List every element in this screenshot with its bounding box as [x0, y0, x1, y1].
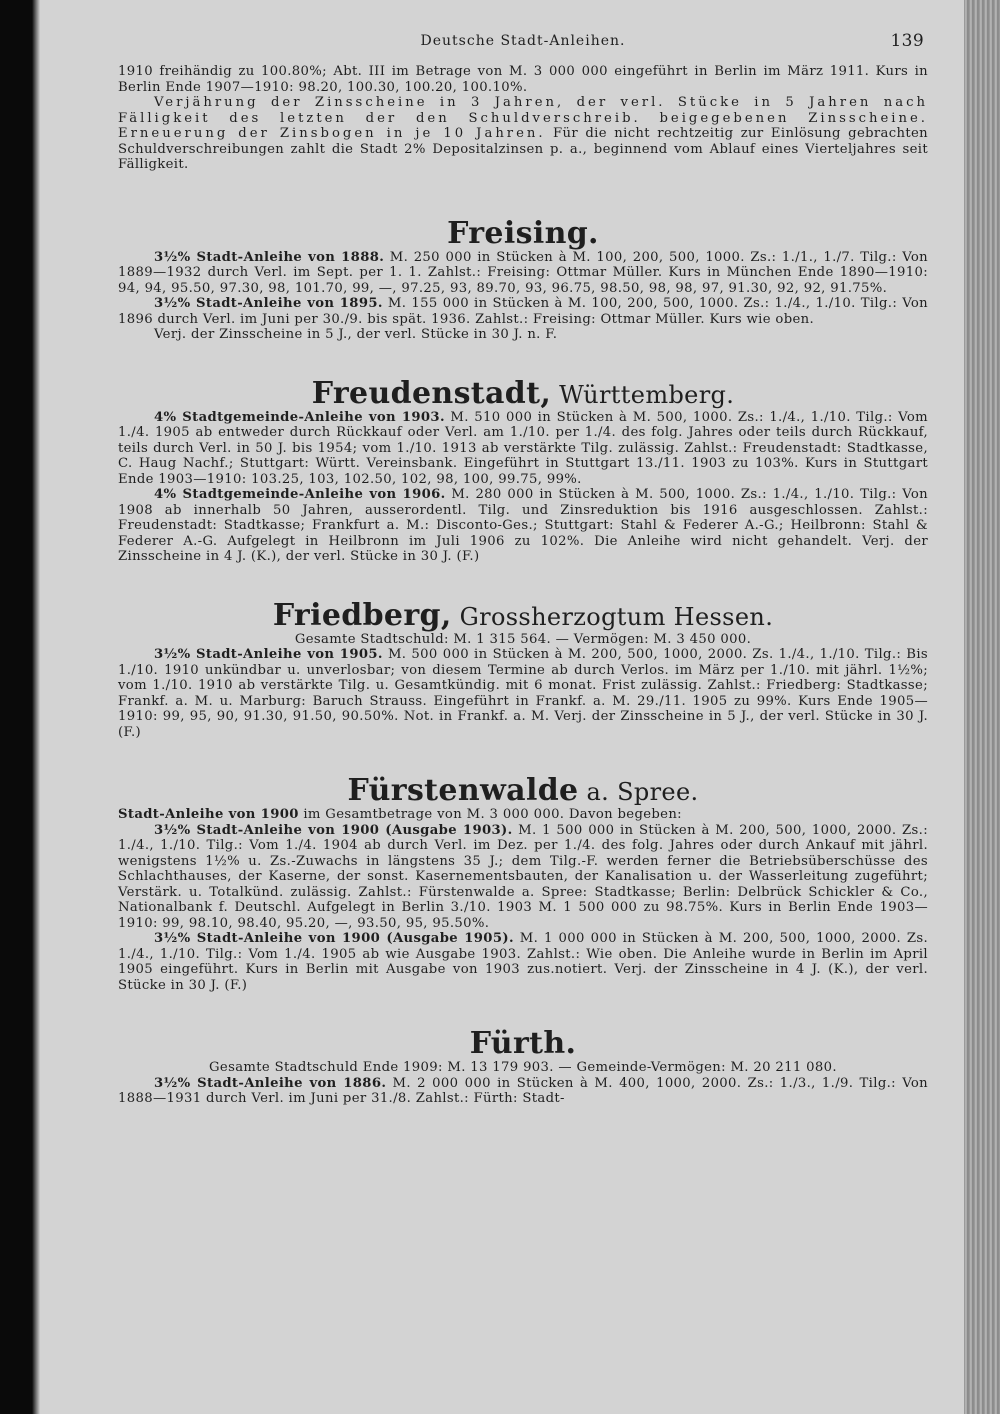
- section-freudenstadt: [118, 375, 928, 565]
- bond-details: M. 280 000 in Stücken à M. 500, 1000. Zs.: 1./4., 1./10. Tilg.: Von 1908 ab innerhalb 50 Jahren, ausserordentl. Tilg. und Zinsreduktion bis 1916 ausgeschlossen. Zahlst.: Freudenstadt: Stadtkasse; Frankfurt a. M.: Disconto-Ges.; Stuttgart: Stahl & Federer A.-G.; Heilbronn: Stahl & Federer A.-G. Aufgelegt in Heilbronn im Juli 1906 zu 102%. Die Anleihe wird nicht gehandelt. Verj. der Zinsscheine in 4 J. (K.), der verl. Stücke in 30 J. (F.): [118, 487, 928, 564]
- running-title: Deutsche Stadt-Anleihen.: [420, 33, 626, 49]
- bond-details: M. 250 000 in Stücken à M. 100, 200, 500, 1000. Zs.: 1./1., 1./7. Tilg.: Von 1889—1932 durch Verl. im Sept. per 1. 1. Zahlst.: Freising: Ottmar Müller. Kurs in München Ende 1890—1910: 94, 94, 95.50, 97.30, 98, 101.70, 99, —, 97.25, 93, 89.70, 93, 96.75, 98.50, 98, 98, 97, 91.30, 92, 92, 91.75%.: [118, 249, 928, 296]
- section-gap: [118, 993, 928, 1029]
- bond-entry: [118, 250, 928, 297]
- bond-title: 3½% Stadt-Anleihe von 1895.: [154, 296, 383, 311]
- city-name: Freudenstadt,: [311, 375, 552, 411]
- bond-details: M. 155 000 in Stücken à M. 100, 200, 500, 1000. Zs.: 1./4., 1./10. Tilg.: Von 1896 durch Verl. im Juni per 30./9. bis spät. 1936. Zahlst.: Freising: Ottmar Müller. Kurs wie oben.: [118, 296, 928, 327]
- bond-details: M. 500 000 in Stücken à M. 200, 500, 1000, 2000. Zs. 1./4., 1./10. Tilg.: Bis 1./10. 1910 unkündbar u. unverlosbar; von diesem Termine ab durch Verlos. im März per 1./10. mit jährl. 1½%; vom 1./10. 1910 ab verstärkte Tilg. u. Gesamtkündig. mit 6 monat. Frist zulässig. Zahlst.: Friedberg: Stadtkasse; Frankf. a. M. u. Marburg: Baruch Strauss. Eingeführt in Frankf. a. M. 29./11. 1905 zu 99%. Kurs Ende 1905—1910: 99, 95, 90, 91.30, 91.50, 90.50%. Not. in Frankf. a. M. Verj. der Zinsscheine in 5 J., der verl. Stücke in 30 J. (F.): [118, 647, 928, 740]
- bond-title: 3½% Stadt-Anleihe von 1900 (Ausgabe 1905).: [154, 931, 514, 946]
- city-region: Grossherzogtum Hessen.: [451, 602, 774, 631]
- limitation-note: [118, 327, 928, 343]
- page-content: [118, 31, 929, 1107]
- page-stack-edge: [964, 0, 1000, 1414]
- city-heading: [118, 597, 928, 633]
- bond-entry: [118, 647, 928, 740]
- bond-details: M. 1 500 000 in Stücken à M. 200, 500, 1000, 2000. Zs.: 1./4., 1./10. Tilg.: Vom 1./4. 1904 ab durch Verl. im Dez. per 1./4. des folg. Jahres oder durch Ankauf mit jährl. wenigstens 1½% u. Zs.-Zuwachs in längstens 35 J.; dem Tilg.-F. werden ferner die Betriebsüberschüsse des Schlachthauses, der Kaserne, der sonst. Kasernementsbauten, der Kanalisation u. der Wasserleitung zugeführt; Verstärk. u. Totalkünd. zulässig. Zahlst.: Fürstenwalde a. Spree: Stadtkasse; Berlin: Delbrück Schickler & Co., Nationalbank f. Deutschl. Aufgelegt in Berlin 3./10. 1903 M. 1 500 000 zu 98.75%. Kurs in Berlin Ende 1903—1910: 99, 98.10, 98.40, 95.20, —, 93.50, 95, 95.50%.: [118, 822, 929, 931]
- city-name: Fürstenwalde: [347, 773, 579, 808]
- section-gap: [118, 565, 928, 601]
- bond-title: 4% Stadtgemeinde-Anleihe von 1903.: [154, 409, 445, 425]
- city-name: Freising.: [447, 215, 599, 251]
- bond-title: 3½% Stadt-Anleihe von 1886.: [154, 1075, 387, 1091]
- deposit-interest-text: Für die nicht rechtzeitig zur Einlösung gebrachten Schuldverschreibungen zahlt die Stadt 2% Depositalzinsen p. a., beginnend vom Ablauf eines Vierteljahres seit Fälligkeit.: [118, 126, 928, 172]
- intro-paragraph-2: [118, 95, 928, 173]
- bond-details: M. 1 000 000 in Stücken à M. 200, 500, 1000, 2000. Zs. 1./4., 1./10. Tilg.: Vom 1./4. 1905 ab wie Ausgabe 1903. Zahlst.: Wie oben. Die Anleihe wurde in Berlin im April 1905 eingeführt. Kurs in Berlin mit Ausgabe von 1903 zus.notiert. Verj. der Zinsscheine in 4 J. (K.), der verl. Stücke in 30 J. (F.): [118, 931, 929, 993]
- section-freising: [118, 215, 928, 343]
- city-debt-summary: Gesamte Stadtschuld Ende 1909: M. 13 179 903. — Gemeinde-Vermögen: M. 20 211 080.: [209, 1060, 837, 1075]
- city-debt-summary: Gesamte Stadtschuld: M. 1 315 564. — Vermögen: M. 3 450 000.: [294, 631, 752, 647]
- bond-entry: [118, 1076, 928, 1107]
- intro-paragraph-1: 1910 freihändig zu 100.80%; Abt. III im Betrage von M. 3 000 000 eingeführt in Berlin im März 1911. Kurs in Berlin Ende 1907—1910: 98.20, 100.30, 100.20, 100.10%.: [118, 64, 928, 95]
- city-region: a. Spree.: [578, 778, 699, 806]
- bond-details: im Gesamtbetrage von M. 3 000 000. Davon begeben:: [298, 807, 682, 822]
- city-region: Württemberg.: [551, 380, 735, 409]
- section-fuerstenwalde: [118, 773, 929, 993]
- bond-entry: [118, 410, 928, 488]
- city-heading: [118, 1026, 928, 1061]
- bond-title: 3½% Stadt-Anleihe von 1900 (Ausgabe 1903).: [154, 822, 513, 838]
- bond-title: 3½% Stadt-Anleihe von 1905.: [154, 647, 383, 662]
- bond-entry: [118, 823, 928, 932]
- bond-entry: [118, 807, 928, 823]
- bond-title: 4% Stadtgemeinde-Anleihe von 1906.: [154, 487, 446, 502]
- bond-details: M. 2 000 000 in Stücken à M. 400, 1000, 2000. Zs.: 1./3., 1./9. Tilg.: Von 1888—1931 durch Verl. im Juni per 31./8. Zahlst.: Fürth: Stadt-: [118, 1075, 928, 1106]
- bond-details: Verj. der Zinsscheine in 5 J., der verl. Stücke in 30 J. n. F.: [154, 327, 558, 342]
- running-header: [118, 31, 928, 56]
- book-spine-shadow: [0, 0, 40, 1414]
- bond-title: Stadt-Anleihe von 1900: [118, 807, 299, 822]
- section-friedberg: [118, 597, 928, 741]
- city-heading: [118, 773, 928, 808]
- bond-details: M. 510 000 in Stücken à M. 500, 1000. Zs.: 1./4., 1./10. Tilg.: Vom 1./4. 1905 ab entweder durch Rückkauf oder Verl. am 1./10. per 1./4. des folg. Jahres oder teils durch Rückkauf, teils durch Verl. in 50 J. bis 1954; vom 1./10. 1913 ab verstärkte Tilg. zulässig. Zahlst.: Freudenstadt: Stadtkasse, C. Haug Nachf.; Stuttgart: Württ. Vereinsbank. Eingeführt in Stuttgart 13./11. 1903 zu 103%. Kurs in Stuttgart Ende 1903—1910: 103.25, 103, 102.50, 102, 98, 100, 99.75, 99%.: [118, 409, 928, 487]
- section-gap: [118, 343, 928, 379]
- bond-title: 3½% Stadt-Anleihe von 1888.: [154, 249, 385, 265]
- bond-entry: [118, 296, 928, 327]
- page-number: 139: [890, 31, 924, 51]
- book-page: [40, 0, 964, 1414]
- bond-entry: [118, 487, 928, 565]
- bond-entry: [118, 931, 928, 993]
- city-name: Friedberg,: [272, 597, 452, 633]
- city-heading: [118, 215, 928, 251]
- section-fuerth: [118, 1026, 928, 1107]
- city-heading: [118, 375, 928, 411]
- limitation-period-text: Verjährung der Zinsscheine in 3 Jahren, der verl. Stücke in 5 Jahren nach Fälligkeit des letzten der den Schuldverschreib. beigegebenen Zinsscheine. Erneuerung der Zinsbogen in je 10 Jahren.: [118, 95, 928, 141]
- section-gap: [118, 740, 928, 776]
- city-name: Fürth.: [469, 1026, 577, 1061]
- section-gap: [118, 173, 928, 219]
